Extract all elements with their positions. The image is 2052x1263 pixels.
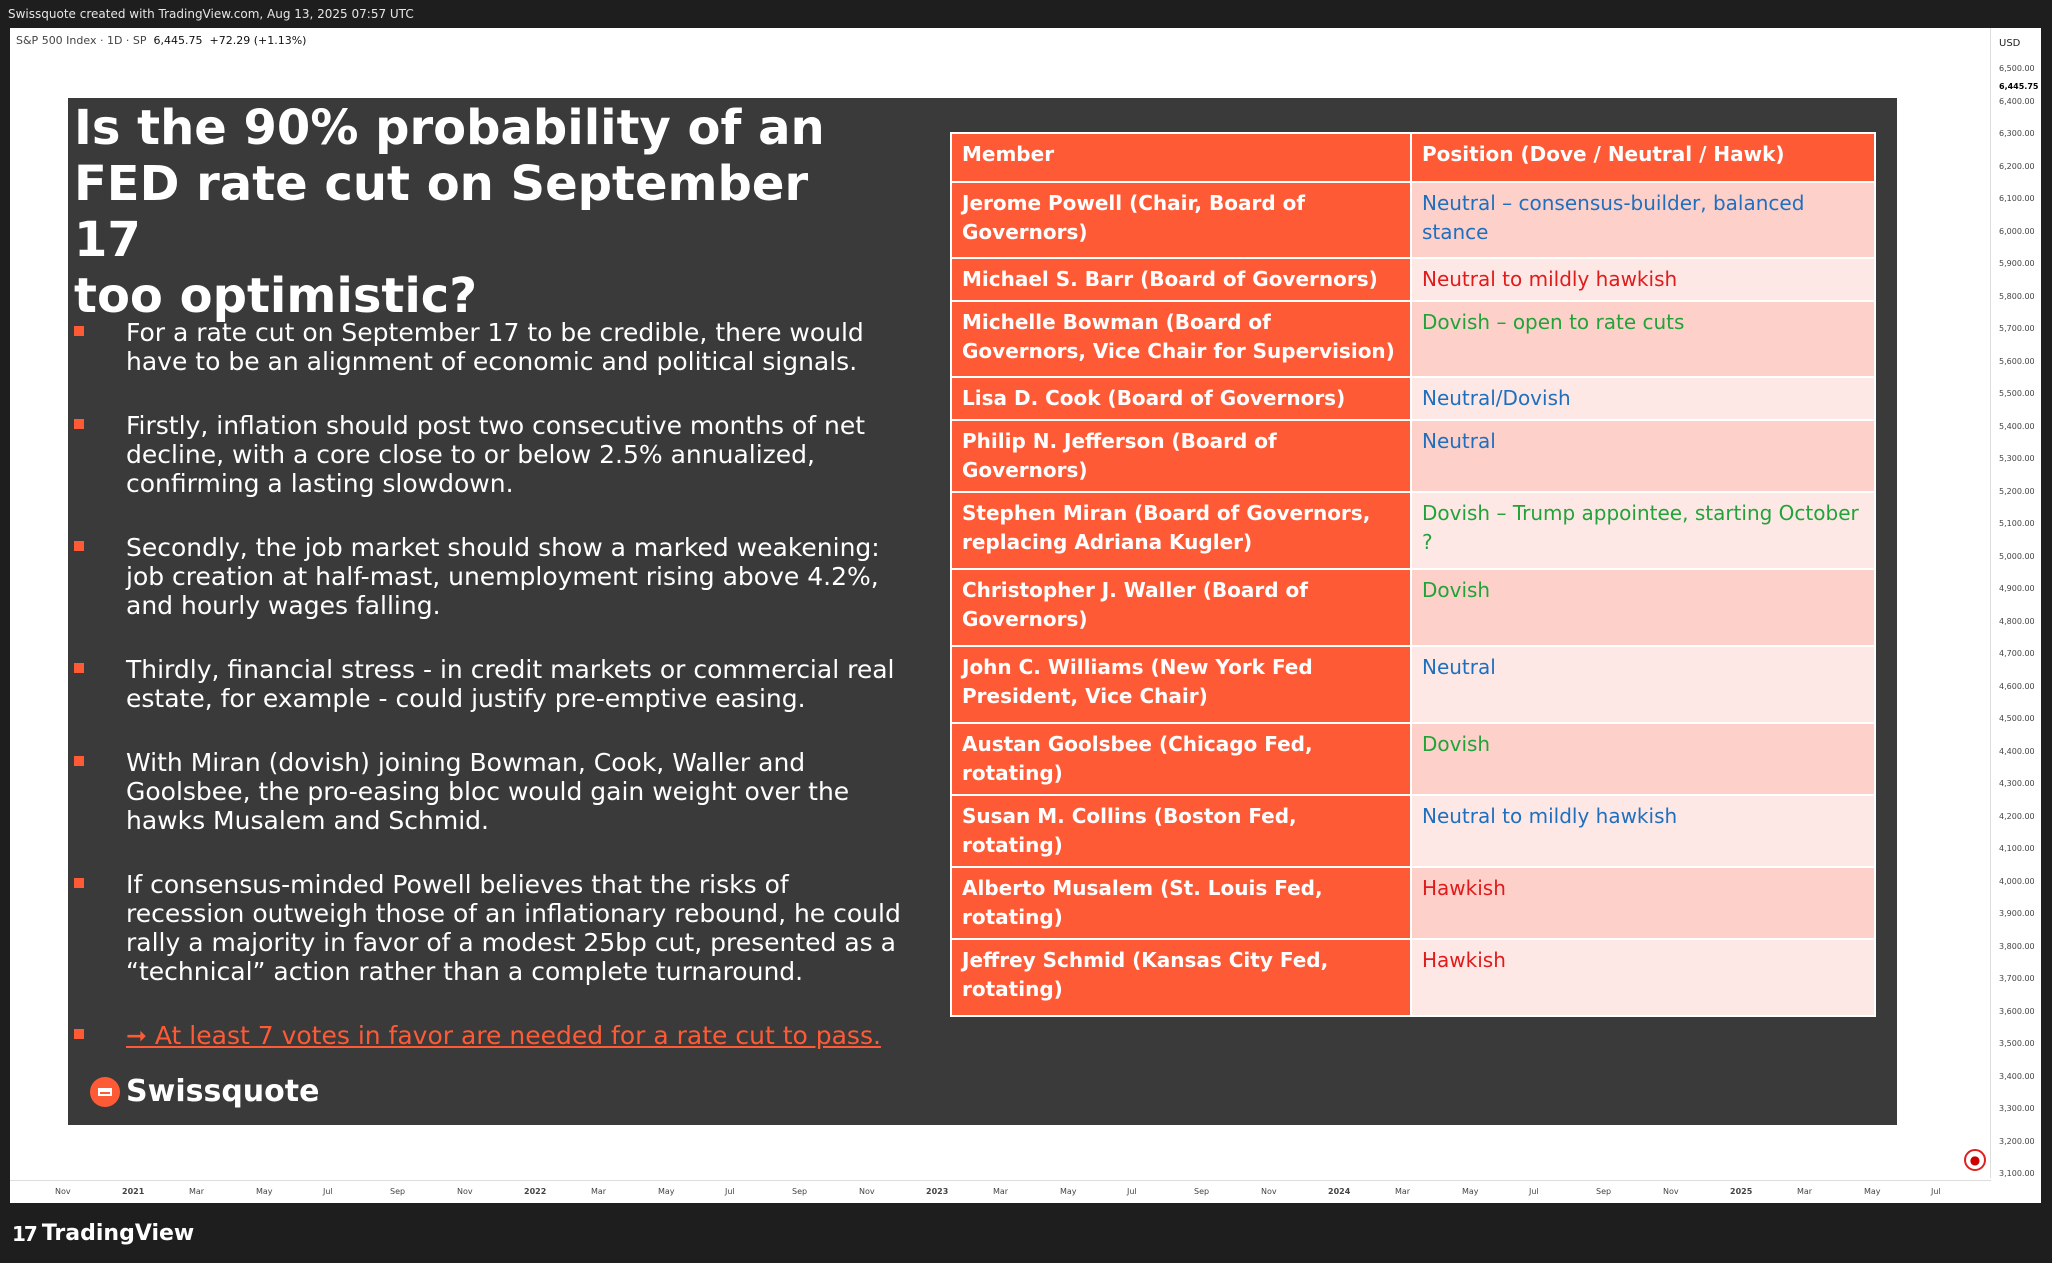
position-cell: Neutral to mildly hawkish — [1411, 795, 1875, 867]
member-cell: Christopher J. Waller (Board of Governors) — [951, 569, 1411, 646]
fomc-members-table — [950, 132, 1876, 1017]
price-tick: 3,500.00 — [1999, 1039, 2035, 1048]
time-tick: May — [256, 1187, 273, 1196]
title-line: Is the 90% probability of an — [74, 100, 825, 156]
table-row — [951, 420, 1875, 492]
price-tick: 6,300.00 — [1999, 129, 2035, 138]
time-tick: Nov — [1663, 1187, 1679, 1196]
table-row — [951, 492, 1875, 569]
position-cell: Neutral — [1411, 420, 1875, 492]
price-axis[interactable] — [1990, 28, 2041, 1178]
currency-label[interactable]: USD — [1999, 38, 2021, 49]
price-tick: 5,100.00 — [1999, 519, 2035, 528]
price-tick: 6,445.75 — [1999, 81, 2039, 91]
price-tick: 4,300.00 — [1999, 779, 2035, 788]
table-row — [951, 182, 1875, 258]
position-cell: Dovish — [1411, 569, 1875, 646]
table-row — [951, 301, 1875, 377]
table-row — [951, 867, 1875, 939]
member-cell: Jeffrey Schmid (Kansas City Fed, rotating) — [951, 939, 1411, 1016]
time-axis[interactable] — [10, 1180, 1991, 1203]
time-tick: Nov — [1261, 1187, 1277, 1196]
bullet-item: If consensus-minded Powell believes that the risks of recession outweigh those of an inflationary rebound, he could rally a majority in favor of a modest 25bp cut, presented as a “technical” action rather than a complete turnaround. — [74, 870, 904, 986]
time-tick: 2021 — [122, 1187, 145, 1196]
slide-image — [68, 98, 1897, 1125]
member-cell: Stephen Miran (Board of Governors, replacing Adriana Kugler) — [951, 492, 1411, 569]
time-tick: Jul — [1931, 1187, 1941, 1196]
time-tick: Jul — [1127, 1187, 1137, 1196]
table-row — [951, 939, 1875, 1016]
position-cell: Neutral to mildly hawkish — [1411, 258, 1875, 301]
price-tick: 4,900.00 — [1999, 584, 2035, 593]
position-cell: Dovish – open to rate cuts — [1411, 301, 1875, 377]
price-tick: 6,100.00 — [1999, 194, 2035, 203]
member-cell: Susan M. Collins (Boston Fed, rotating) — [951, 795, 1411, 867]
price-tick: 6,500.00 — [1999, 64, 2035, 73]
price-tick: 5,500.00 — [1999, 389, 2035, 398]
price-tick: 5,600.00 — [1999, 356, 2035, 366]
bullet-square-icon — [74, 1029, 84, 1039]
swissquote-logo: Swissquote — [90, 1074, 319, 1109]
price-tick: 4,600.00 — [1999, 681, 2035, 691]
time-tick: Mar — [189, 1187, 205, 1196]
time-tick: May — [1462, 1187, 1479, 1196]
slide-title — [74, 100, 874, 324]
time-tick: 2025 — [1730, 1187, 1753, 1196]
price-tick: 3,100.00 — [1999, 1169, 2035, 1178]
column-header-position: Position (Dove / Neutral / Hawk) — [1411, 133, 1875, 182]
price-tick: 6,400.00 — [1999, 96, 2035, 106]
time-tick: Sep — [390, 1187, 406, 1196]
time-tick: Mar — [591, 1187, 607, 1196]
bullet-square-icon — [74, 878, 84, 888]
symbol-legend[interactable] — [16, 34, 306, 47]
time-tick: Jul — [323, 1187, 333, 1196]
price-tick: 3,400.00 — [1999, 1071, 2035, 1081]
time-tick: 2023 — [926, 1187, 949, 1196]
time-tick: 2024 — [1328, 1187, 1351, 1196]
bullet-item-votes-needed: ➞ At least 7 votes in favor are needed for a rate cut to pass. — [74, 1021, 904, 1050]
table-header-row — [951, 133, 1875, 182]
bullet-item: Secondly, the job market should show a marked weakening: job creation at half-mast, unemployment rising above 4.2%, and hourly wages falling. — [74, 533, 904, 620]
table-row — [951, 377, 1875, 420]
position-cell: Dovish — [1411, 723, 1875, 795]
position-cell: Hawkish — [1411, 939, 1875, 1016]
price-tick: 4,800.00 — [1999, 616, 2035, 626]
member-cell: Lisa D. Cook (Board of Governors) — [951, 377, 1411, 420]
price-tick: 4,000.00 — [1999, 876, 2035, 886]
time-tick: Mar — [1797, 1187, 1813, 1196]
bullet-item: Thirdly, financial stress - in credit markets or commercial real estate, for example - could justify pre-emptive easing. — [74, 655, 904, 713]
member-cell: Philip N. Jefferson (Board of Governors) — [951, 420, 1411, 492]
price-tick: 4,500.00 — [1999, 714, 2035, 723]
time-tick: Mar — [1395, 1187, 1411, 1196]
price-tick: 3,300.00 — [1999, 1104, 2035, 1113]
price-tick: 3,900.00 — [1999, 909, 2035, 918]
position-cell: Dovish – Trump appointee, starting October ? — [1411, 492, 1875, 569]
time-tick: Nov — [55, 1187, 71, 1196]
price-tick: 5,900.00 — [1999, 259, 2035, 268]
price-tick: 5,400.00 — [1999, 421, 2035, 431]
member-cell: Alberto Musalem (St. Louis Fed, rotating) — [951, 867, 1411, 939]
price-tick: 6,200.00 — [1999, 161, 2035, 171]
bullet-item: With Miran (dovish) joining Bowman, Cook, Waller and Goolsbee, the pro-easing bloc would gain weight over the hawks Musalem and Schmid. — [74, 748, 904, 835]
price-tick: 4,200.00 — [1999, 811, 2035, 821]
column-header-member: Member — [951, 133, 1411, 182]
us-flag-icon[interactable]: ● — [1964, 1149, 1986, 1171]
member-cell: Jerome Powell (Chair, Board of Governors) — [951, 182, 1411, 258]
time-tick: Nov — [457, 1187, 473, 1196]
tradingview-logo-icon: 17 — [12, 1221, 36, 1246]
time-tick: Nov — [859, 1187, 875, 1196]
price-tick: 4,100.00 — [1999, 844, 2035, 853]
price-tick: 5,800.00 — [1999, 291, 2035, 301]
price-tick: 3,200.00 — [1999, 1136, 2035, 1146]
table-row — [951, 646, 1875, 723]
swissquote-logo-icon — [90, 1077, 120, 1107]
bullet-square-icon — [74, 541, 84, 551]
member-cell: Michael S. Barr (Board of Governors) — [951, 258, 1411, 301]
footer-bar — [0, 1203, 2052, 1263]
time-tick: Jul — [1529, 1187, 1539, 1196]
table-row — [951, 723, 1875, 795]
bullet-list — [74, 318, 904, 1085]
bullet-square-icon — [74, 663, 84, 673]
time-tick: Sep — [1194, 1187, 1210, 1196]
member-cell: John C. Williams (New York Fed President, Vice Chair) — [951, 646, 1411, 723]
time-tick: 2022 — [524, 1187, 547, 1196]
table-row — [951, 258, 1875, 301]
time-tick: Jul — [725, 1187, 735, 1196]
time-tick: May — [658, 1187, 675, 1196]
tradingview-logo[interactable]: 17 TradingView — [12, 1221, 195, 1246]
price-tick: 5,200.00 — [1999, 486, 2035, 496]
chart-area[interactable] — [10, 28, 2041, 1203]
bullet-square-icon — [74, 756, 84, 766]
bullet-square-icon — [74, 326, 84, 336]
table-row — [951, 795, 1875, 867]
title-line: FED rate cut on September 17 — [74, 156, 809, 268]
table-row — [951, 569, 1875, 646]
position-cell: Neutral/Dovish — [1411, 377, 1875, 420]
price-tick: 5,700.00 — [1999, 324, 2035, 333]
symbol-name: S&P 500 Index · 1D · SP — [16, 34, 147, 47]
symbol-change: +72.29 (+1.13%) — [209, 34, 307, 47]
position-cell: Neutral — [1411, 646, 1875, 723]
price-tick: 3,700.00 — [1999, 974, 2035, 983]
price-tick: 4,700.00 — [1999, 649, 2035, 658]
bullet-square-icon — [74, 419, 84, 429]
symbol-price: 6,445.75 — [153, 34, 203, 47]
price-tick: 6,000.00 — [1999, 226, 2035, 236]
price-tick: 5,300.00 — [1999, 454, 2035, 463]
title-line: too optimistic? — [74, 268, 478, 324]
price-tick: 5,000.00 — [1999, 551, 2035, 561]
price-tick: 3,600.00 — [1999, 1006, 2035, 1016]
time-tick: May — [1864, 1187, 1881, 1196]
time-tick: Sep — [1596, 1187, 1612, 1196]
position-cell: Neutral – consensus-builder, balanced stance — [1411, 182, 1875, 258]
member-cell: Michelle Bowman (Board of Governors, Vice Chair for Supervision) — [951, 301, 1411, 377]
price-tick: 3,800.00 — [1999, 941, 2035, 951]
time-tick: Mar — [993, 1187, 1009, 1196]
time-tick: Sep — [792, 1187, 808, 1196]
chart-header: Swissquote created with TradingView.com, Aug 13, 2025 07:57 UTC — [8, 7, 414, 21]
time-tick: May — [1060, 1187, 1077, 1196]
position-cell: Hawkish — [1411, 867, 1875, 939]
price-tick: 4,400.00 — [1999, 746, 2035, 756]
bullet-item: For a rate cut on September 17 to be credible, there would have to be an alignment of economic and political signals. — [74, 318, 904, 376]
bullet-item: Firstly, inflation should post two consecutive months of net decline, with a core close to or below 2.5% annualized, confirming a lasting slowdown. — [74, 411, 904, 498]
member-cell: Austan Goolsbee (Chicago Fed, rotating) — [951, 723, 1411, 795]
